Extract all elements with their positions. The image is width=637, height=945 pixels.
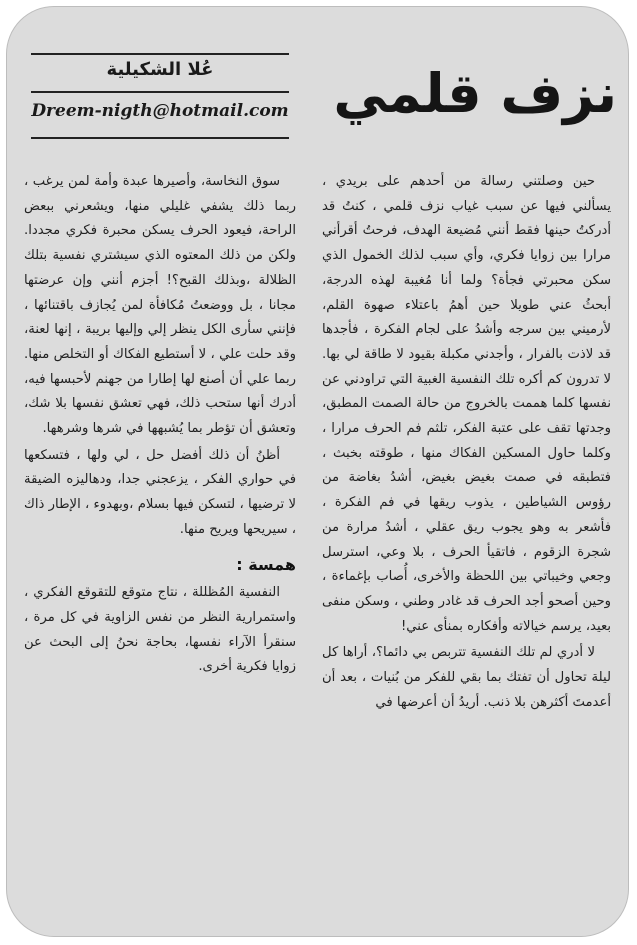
whisper-text: النفسية المُظللة ، نتاج متوقع للتقوقع الفكري ، واستمرارية النظر من نفس الزاوية في كل مرة ، سنقرأ الآراء نفسها، بحاجة نحنُ إلى البحث عن زوايا فكرية أخرى. <box>24 585 296 675</box>
author-email: Dreem-nigth@hotmail.com <box>31 101 289 121</box>
author-name: عُلا الشكيلية <box>106 59 214 80</box>
divider <box>31 137 289 139</box>
author-box <box>31 53 289 139</box>
article-title: نزف قلمي <box>333 62 617 125</box>
divider <box>31 91 289 93</box>
paragraph: أظنُ أن ذلك أفضل حل ، لي ولها ، فتسكعها في حواري الفكر ، يزعجني جدا، ودهاليزه الضيقة لا ترضيها ، لتسكن فيها بسلام ،وبهدوء ، الإطار ذاك ، سيريحها ويريح منها. <box>24 447 296 537</box>
right-column <box>322 170 611 717</box>
paragraph: حين وصلتني رسالة من أحدهم على بريدي ، يسألني فيها عن سبب غياب نزف قلمي ، كنتُ قد أدركتُ حينها فقط أنني مُضيعة الهدف، فرحتُ أقرأني مرارا بين زوايا فكري، وأي سبب لذلك الخمول الذي سكن محبرتي فجأة؟ ولما أنا مُغيبة لهذه الدرجة، أبحثُ عني طويلا حين أهمُ باعتلاء صهوة القلم، لأرميني بين سرجه وأشدُ على لجام الفكرة ، فأجدها قد لاذت بالفرار ، وأجدني مكبلة بقيود لا طاقة لي بها. لا تدرون كم أكره تلك النفسية الغبية التي تراودني عن نفسها كلما هممت بالخروج من حالة الصمت المطبق، وجدتها تقف على عتبة الفكر، تلثم فم الحرف مرارا ، وكلما حاول المسكين الفكاك منها ، طوقته بخبث ، فتطبقه في صمت بغيض بغيض، أشدُ بغاضة من رؤوس الشياطين ، يذوب ريقها في فم الفكرة ، فأشعر به وهو يجوب ريق عقلي ، أشدُ مرارة من شجرة الزقوم ، فاتقيأ الحرف ، بلا وعي، استرسل وجعي وخيباتي بين اللحظة والأخرى، أُصاب بإغماءة ، وحين أصحو أجد الحرف قد غادر وطني ، وسكن منفى بعيد، يرسم خيالاته وأفكاره بمنأى عني! <box>322 174 611 634</box>
paragraph: لا أدري لم تلك النفسية تتربص بي دائما؟، أراها كل ليلة تحاول أن تفتك بما بقي للفكر من بُنيات ، بعد أن أعدمتَ أكثرهن بلا ذنب. أريدُ أن أعرضها في <box>322 645 611 710</box>
whisper-heading: همسة : <box>236 554 296 574</box>
paragraph: سوق النخاسة، وأصيرها عبدة وأمة لمن يرغب ، ربما ذلك يشفي غليلي منها، ويشعرني ببعض الراحة، فيعود الحرف يسكن محبرة فكري مجددا. ولكن من ذلك المعتوه الذي سيشتري نفسية بتلك الظلالة ،وبذلك القبح؟! أجزم أنني وإن عرضتها مجانا ، بل ووضعتُ مُكافأة لمن يُجازف باقتنائها ، فإنني سأرى الكل ينظر إلي وإليها بريبة ، إنها لعنة، وقد حلت علي ، لا أستطيع الفكاك أو التخلص منها. ربما علي أن أصنع لها إطارا من جهنم لأحبسها فيه، أدرك أنها ستحب ذلك، فهي تعشق نفسها بلا شك، وتعشق أن تؤطر بما يُشبهها في شرها وشرهها. <box>24 174 296 437</box>
left-column <box>24 170 296 682</box>
divider <box>31 53 289 55</box>
